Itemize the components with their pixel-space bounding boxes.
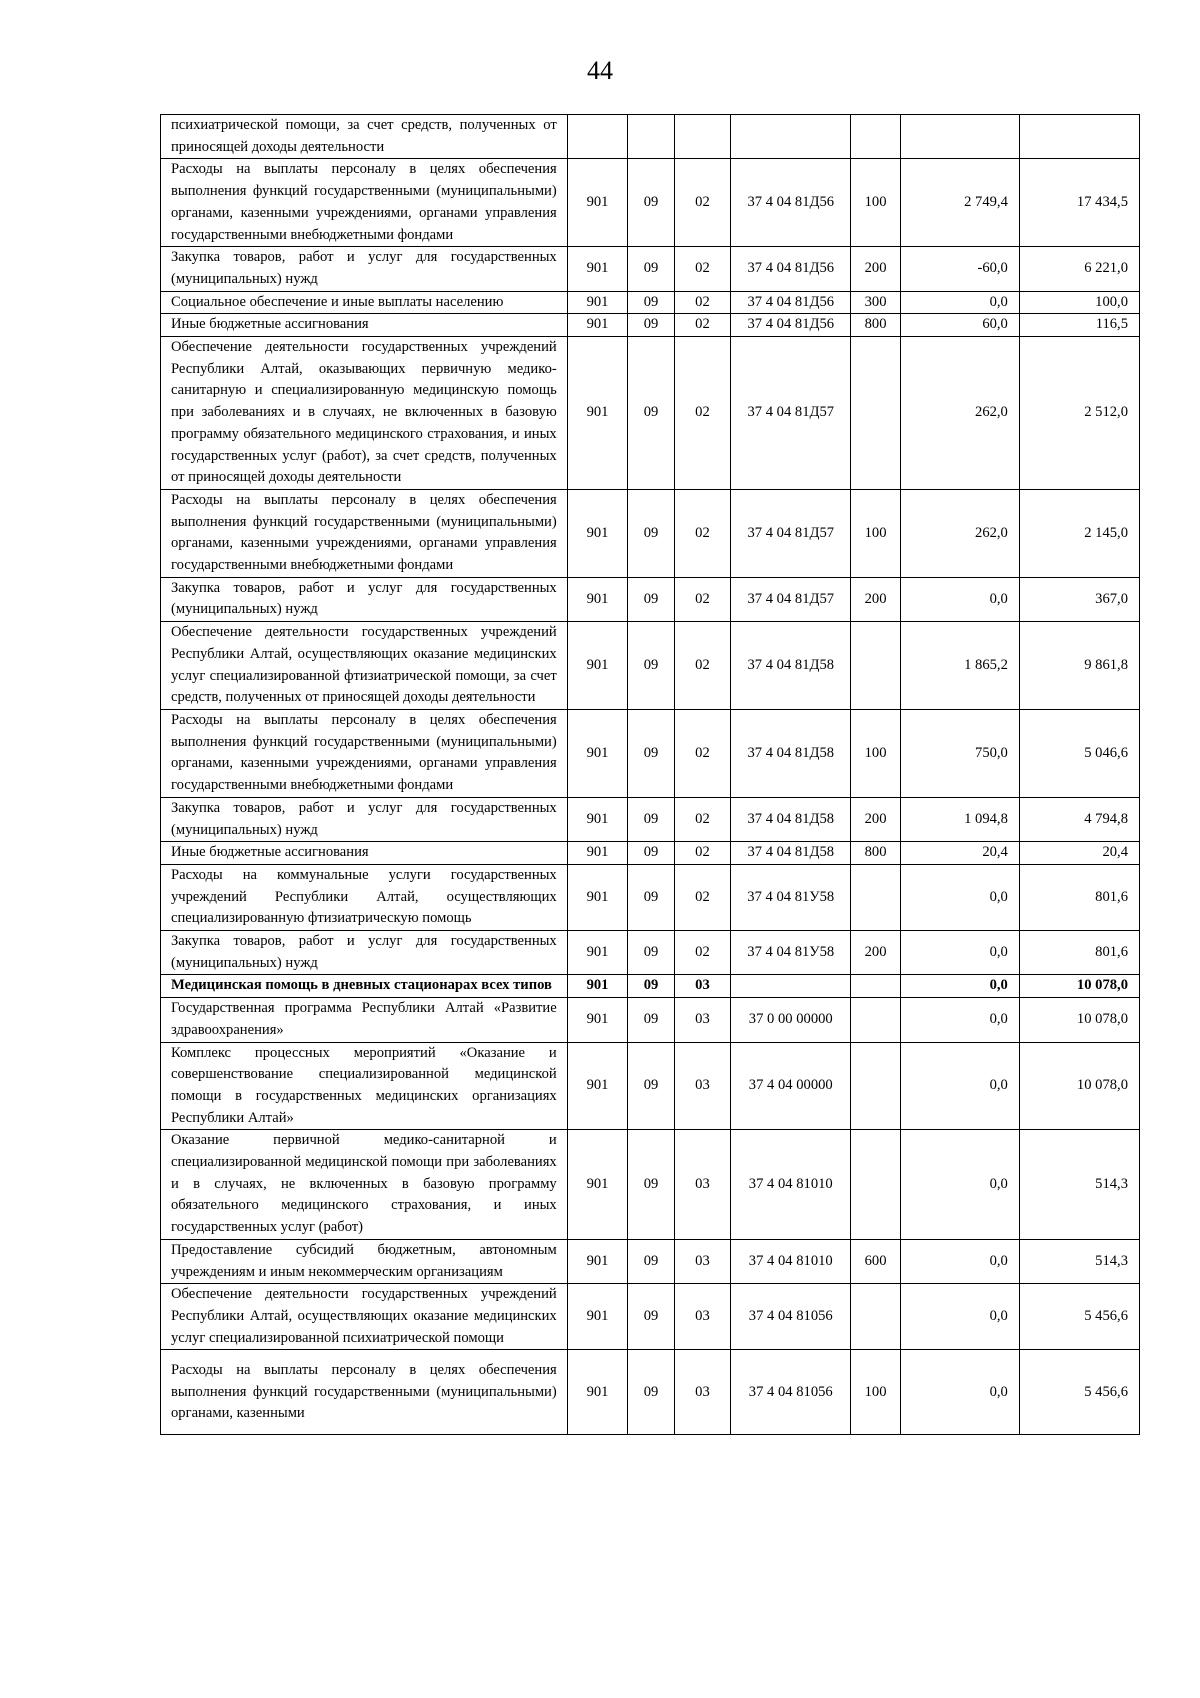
section-code-cell: 09: [628, 1284, 674, 1350]
row-description: Комплекс процессных мероприятий «Оказание и совершенствование специализированной медицинской помощи в государственных медицинских организациях Республики Алтай»: [161, 1042, 568, 1130]
amount-change-cell: -60,0: [900, 247, 1019, 291]
target-article-cell: 37 4 04 81056: [731, 1284, 851, 1350]
subsection-code-cell: 03: [674, 998, 731, 1042]
amount-total-cell: 367,0: [1019, 577, 1139, 621]
amount-change-cell: 0,0: [900, 975, 1019, 998]
subsection-code-cell: 02: [674, 577, 731, 621]
target-article-cell: 37 4 04 81Д57: [731, 577, 851, 621]
table-row: [161, 797, 1140, 841]
section-code-cell: 09: [628, 622, 674, 710]
section-code-cell: 09: [628, 864, 674, 930]
ministry-code-cell: 901: [567, 577, 628, 621]
target-article-cell: 37 4 04 81Д57: [731, 337, 851, 490]
amount-change-cell: 60,0: [900, 314, 1019, 337]
target-article-cell: 37 4 04 81Д57: [731, 489, 851, 577]
target-article-cell: 37 4 04 81Д58: [731, 709, 851, 797]
section-code-cell: 09: [628, 975, 674, 998]
row-description: Обеспечение деятельности государственных учреждений Республики Алтай, оказывающих первичную медико-санитарную и специализированную медицинскую помощь при заболеваниях и в случаях, не включенных в базовую программу обязательного медицинского страхования, и иных государственных услуг (работ), за счет средств, полученных от приносящей доходы деятельности: [161, 337, 568, 490]
amount-change-cell: 1 094,8: [900, 797, 1019, 841]
subsection-code-cell: 02: [674, 337, 731, 490]
expense-type-cell: [851, 1042, 900, 1130]
amount-total-cell: 801,6: [1019, 864, 1139, 930]
ministry-code-cell: 901: [567, 975, 628, 998]
table-row: [161, 1042, 1140, 1130]
ministry-code-cell: [567, 115, 628, 159]
ministry-code-cell: 901: [567, 797, 628, 841]
amount-total-cell: 2 512,0: [1019, 337, 1139, 490]
expense-type-cell: 800: [851, 314, 900, 337]
row-description: Обеспечение деятельности государственных учреждений Республики Алтай, осуществляющих оказание медицинских услуг специализированной фтизиатрической помощи, за счет средств, полученных от приносящей доходы деятельности: [161, 622, 568, 710]
target-article-cell: 37 4 04 00000: [731, 1042, 851, 1130]
amount-total-cell: 5 456,6: [1019, 1350, 1139, 1435]
table-row: [161, 709, 1140, 797]
section-code-cell: 09: [628, 709, 674, 797]
amount-total-cell: 2 145,0: [1019, 489, 1139, 577]
ministry-code-cell: 901: [567, 1284, 628, 1350]
section-code-cell: 09: [628, 247, 674, 291]
row-description: Иные бюджетные ассигнования: [161, 314, 568, 337]
target-article-cell: 37 0 00 00000: [731, 998, 851, 1042]
amount-total-cell: 801,6: [1019, 931, 1139, 975]
ministry-code-cell: 901: [567, 622, 628, 710]
page-number: 44: [587, 56, 613, 85]
table-row: [161, 1284, 1140, 1350]
amount-change-cell: 2 749,4: [900, 159, 1019, 247]
table-row: [161, 975, 1140, 998]
row-description: Предоставление субсидий бюджетным, автономным учреждениям и иным некоммерческим организациям: [161, 1239, 568, 1283]
ministry-code-cell: 901: [567, 337, 628, 490]
subsection-code-cell: 02: [674, 291, 731, 314]
table-row: [161, 622, 1140, 710]
section-code-cell: 09: [628, 1239, 674, 1283]
table-row: [161, 864, 1140, 930]
subsection-code-cell: 02: [674, 931, 731, 975]
target-article-cell: 37 4 04 81Д58: [731, 622, 851, 710]
ministry-code-cell: 901: [567, 314, 628, 337]
expense-type-cell: [851, 998, 900, 1042]
row-description: Закупка товаров, работ и услуг для государственных (муниципальных) нужд: [161, 931, 568, 975]
amount-change-cell: 262,0: [900, 489, 1019, 577]
row-description: Обеспечение деятельности государственных учреждений Республики Алтай, осуществляющих оказание медицинских услуг специализированной психиатрической помощи: [161, 1284, 568, 1350]
amount-total-cell: 116,5: [1019, 314, 1139, 337]
row-description: Расходы на коммунальные услуги государственных учреждений Республики Алтай, осуществляющих специализированную фтизиатрическую помощь: [161, 864, 568, 930]
row-description: Иные бюджетные ассигнования: [161, 842, 568, 865]
ministry-code-cell: 901: [567, 998, 628, 1042]
expense-type-cell: [851, 975, 900, 998]
section-code-cell: 09: [628, 998, 674, 1042]
ministry-code-cell: 901: [567, 489, 628, 577]
row-description: Государственная программа Республики Алтай «Развитие здравоохранения»: [161, 998, 568, 1042]
table-row: [161, 577, 1140, 621]
ministry-code-cell: 901: [567, 291, 628, 314]
amount-total-cell: 17 434,5: [1019, 159, 1139, 247]
section-code-cell: 09: [628, 797, 674, 841]
amount-total-cell: 100,0: [1019, 291, 1139, 314]
amount-change-cell: 0,0: [900, 864, 1019, 930]
ministry-code-cell: 901: [567, 1239, 628, 1283]
ministry-code-cell: 901: [567, 1350, 628, 1435]
row-description: Расходы на выплаты персоналу в целях обеспечения выполнения функций государственными (муниципальными) органами, казенными учреждениями, органами управления государственными внебюджетными фондами: [161, 709, 568, 797]
table-row: [161, 115, 1140, 159]
section-code-cell: 09: [628, 1350, 674, 1435]
row-description: Закупка товаров, работ и услуг для государственных (муниципальных) нужд: [161, 247, 568, 291]
amount-change-cell: 0,0: [900, 1239, 1019, 1283]
row-description: Закупка товаров, работ и услуг для государственных (муниципальных) нужд: [161, 577, 568, 621]
section-code-cell: 09: [628, 314, 674, 337]
subsection-code-cell: 03: [674, 1239, 731, 1283]
subsection-code-cell: 02: [674, 842, 731, 865]
table-row: [161, 842, 1140, 865]
amount-change-cell: 20,4: [900, 842, 1019, 865]
amount-total-cell: 4 794,8: [1019, 797, 1139, 841]
amount-change-cell: 0,0: [900, 291, 1019, 314]
amount-change-cell: 1 865,2: [900, 622, 1019, 710]
expense-type-cell: [851, 622, 900, 710]
section-code-cell: 09: [628, 489, 674, 577]
subsection-code-cell: 03: [674, 1042, 731, 1130]
subsection-code-cell: 02: [674, 864, 731, 930]
expense-type-cell: [851, 337, 900, 490]
expense-type-cell: 100: [851, 159, 900, 247]
amount-total-cell: 10 078,0: [1019, 998, 1139, 1042]
table-row: [161, 1350, 1140, 1435]
amount-change-cell: 0,0: [900, 1130, 1019, 1240]
target-article-cell: 37 4 04 81Д56: [731, 314, 851, 337]
amount-total-cell: 9 861,8: [1019, 622, 1139, 710]
expense-type-cell: [851, 864, 900, 930]
row-description: Расходы на выплаты персоналу в целях обеспечения выполнения функций государственными (муниципальными) органами, казенными учреждениями, органами управления государственными внебюджетными фондами: [161, 489, 568, 577]
table-row: [161, 291, 1140, 314]
amount-change-cell: 0,0: [900, 931, 1019, 975]
target-article-cell: 37 4 04 81056: [731, 1350, 851, 1435]
row-description: Оказание первичной медико-санитарной и специализированной медицинской помощи при заболеваниях и в случаях, не включенных в базовую программу обязательного медицинского страхования, и иных государственных услуг (работ): [161, 1130, 568, 1240]
table-row: [161, 247, 1140, 291]
section-code-cell: 09: [628, 291, 674, 314]
table-row: [161, 337, 1140, 490]
amount-total-cell: 5 456,6: [1019, 1284, 1139, 1350]
row-description: Медицинская помощь в дневных стационарах всех типов: [161, 975, 568, 998]
amount-change-cell: 0,0: [900, 1350, 1019, 1435]
ministry-code-cell: 901: [567, 709, 628, 797]
target-article-cell: 37 4 04 81Д56: [731, 291, 851, 314]
subsection-code-cell: 02: [674, 797, 731, 841]
subsection-code-cell: 02: [674, 489, 731, 577]
budget-table: [160, 114, 1140, 1435]
target-article-cell: [731, 115, 851, 159]
expense-type-cell: 300: [851, 291, 900, 314]
subsection-code-cell: [674, 115, 731, 159]
ministry-code-cell: 901: [567, 1130, 628, 1240]
target-article-cell: 37 4 04 81У58: [731, 931, 851, 975]
expense-type-cell: 800: [851, 842, 900, 865]
amount-total-cell: 514,3: [1019, 1130, 1139, 1240]
subsection-code-cell: 03: [674, 1284, 731, 1350]
row-description: Расходы на выплаты персоналу в целях обеспечения выполнения функций государственными (муниципальными) органами, казенными учреждениями, органами управления государственными внебюджетными фондами: [161, 159, 568, 247]
ministry-code-cell: 901: [567, 159, 628, 247]
table-row: [161, 314, 1140, 337]
section-code-cell: [628, 115, 674, 159]
budget-table-body: [161, 115, 1140, 1435]
row-description: Расходы на выплаты персоналу в целях обеспечения выполнения функций государственными (муниципальными) органами, казенными: [161, 1350, 568, 1435]
expense-type-cell: 200: [851, 577, 900, 621]
amount-change-cell: 0,0: [900, 998, 1019, 1042]
section-code-cell: 09: [628, 577, 674, 621]
amount-change-cell: 0,0: [900, 577, 1019, 621]
amount-total-cell: 6 221,0: [1019, 247, 1139, 291]
table-row: [161, 931, 1140, 975]
target-article-cell: 37 4 04 81010: [731, 1130, 851, 1240]
table-row: [161, 1130, 1140, 1240]
section-code-cell: 09: [628, 1130, 674, 1240]
expense-type-cell: [851, 1284, 900, 1350]
section-code-cell: 09: [628, 931, 674, 975]
amount-change-cell: 262,0: [900, 337, 1019, 490]
target-article-cell: [731, 975, 851, 998]
target-article-cell: 37 4 04 81Д58: [731, 842, 851, 865]
target-article-cell: 37 4 04 81Д56: [731, 159, 851, 247]
expense-type-cell: 600: [851, 1239, 900, 1283]
amount-total-cell: [1019, 115, 1139, 159]
amount-total-cell: 5 046,6: [1019, 709, 1139, 797]
expense-type-cell: 100: [851, 709, 900, 797]
target-article-cell: 37 4 04 81Д56: [731, 247, 851, 291]
amount-total-cell: 20,4: [1019, 842, 1139, 865]
subsection-code-cell: 02: [674, 622, 731, 710]
subsection-code-cell: 03: [674, 1350, 731, 1435]
ministry-code-cell: 901: [567, 931, 628, 975]
amount-change-cell: [900, 115, 1019, 159]
table-row: [161, 159, 1140, 247]
table-row: [161, 489, 1140, 577]
row-description: Закупка товаров, работ и услуг для государственных (муниципальных) нужд: [161, 797, 568, 841]
expense-type-cell: 200: [851, 931, 900, 975]
section-code-cell: 09: [628, 159, 674, 247]
amount-change-cell: 750,0: [900, 709, 1019, 797]
amount-total-cell: 10 078,0: [1019, 975, 1139, 998]
expense-type-cell: 200: [851, 797, 900, 841]
section-code-cell: 09: [628, 1042, 674, 1130]
target-article-cell: 37 4 04 81Д58: [731, 797, 851, 841]
amount-change-cell: 0,0: [900, 1042, 1019, 1130]
section-code-cell: 09: [628, 337, 674, 490]
row-description: психиатрической помощи, за счет средств, полученных от приносящей доходы деятельности: [161, 115, 568, 159]
amount-change-cell: 0,0: [900, 1284, 1019, 1350]
ministry-code-cell: 901: [567, 842, 628, 865]
subsection-code-cell: 02: [674, 159, 731, 247]
expense-type-cell: 100: [851, 489, 900, 577]
row-description: Социальное обеспечение и иные выплаты населению: [161, 291, 568, 314]
ministry-code-cell: 901: [567, 1042, 628, 1130]
subsection-code-cell: 02: [674, 709, 731, 797]
amount-total-cell: 514,3: [1019, 1239, 1139, 1283]
subsection-code-cell: 03: [674, 975, 731, 998]
expense-type-cell: [851, 115, 900, 159]
ministry-code-cell: 901: [567, 864, 628, 930]
expense-type-cell: 200: [851, 247, 900, 291]
expense-type-cell: [851, 1130, 900, 1240]
target-article-cell: 37 4 04 81010: [731, 1239, 851, 1283]
expense-type-cell: 100: [851, 1350, 900, 1435]
table-row: [161, 998, 1140, 1042]
ministry-code-cell: 901: [567, 247, 628, 291]
subsection-code-cell: 02: [674, 247, 731, 291]
table-row: [161, 1239, 1140, 1283]
target-article-cell: 37 4 04 81У58: [731, 864, 851, 930]
amount-total-cell: 10 078,0: [1019, 1042, 1139, 1130]
subsection-code-cell: 02: [674, 314, 731, 337]
subsection-code-cell: 03: [674, 1130, 731, 1240]
section-code-cell: 09: [628, 842, 674, 865]
